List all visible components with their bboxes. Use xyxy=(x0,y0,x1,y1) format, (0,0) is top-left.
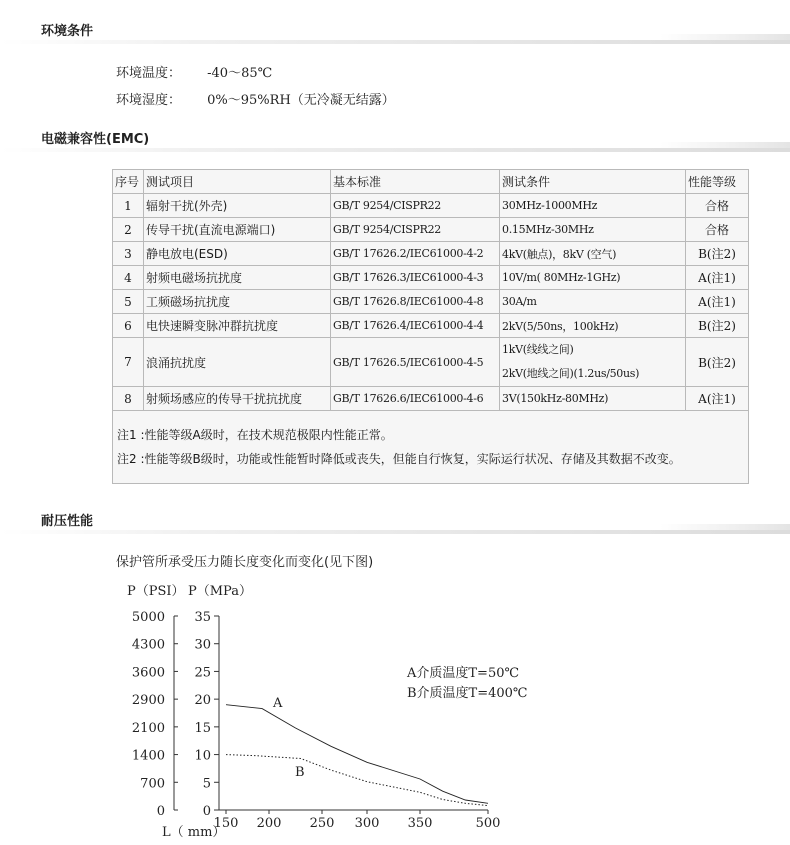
table-row xyxy=(113,314,749,338)
table-notes xyxy=(113,411,749,484)
y-tick-label-mpa: 10 xyxy=(194,748,211,764)
header-condition: 测试条件 xyxy=(500,170,686,194)
cell-condition: 2kV(5/50ns，100kHz) xyxy=(500,314,686,338)
section-title-emc: 电磁兼容性(EMC) xyxy=(41,132,150,147)
cell-grade: 合格 xyxy=(686,194,749,218)
y-axis-label-psi: P（PSI） xyxy=(127,584,185,599)
series-label-b: B xyxy=(295,765,305,780)
env-temperature-row xyxy=(116,62,272,81)
y-tick-label-mpa: 0 xyxy=(202,804,211,819)
cell-condition: 30MHz-1000MHz xyxy=(500,194,686,218)
header-no: 序号 xyxy=(113,170,144,194)
cell-no: 8 xyxy=(113,387,144,411)
table-row xyxy=(113,242,749,266)
env-humidity-row xyxy=(116,89,395,108)
cell-no: 3 xyxy=(113,242,144,266)
cell-condition: 10V/m( 80MHz-1GHz) xyxy=(500,266,686,290)
table-header-row xyxy=(113,170,749,194)
cell-no: 4 xyxy=(113,266,144,290)
header-item: 测试项目 xyxy=(144,170,331,194)
legend-a: A介质温度T=50℃ xyxy=(407,666,520,681)
y-tick-label-mpa: 5 xyxy=(202,776,211,792)
cell-grade: A(注1) xyxy=(686,387,749,411)
y-tick-label-psi: 4300 xyxy=(131,637,165,653)
cell-grade: B(注2) xyxy=(686,338,749,387)
table-row xyxy=(113,387,749,411)
y-tick-label-mpa: 35 xyxy=(194,610,211,625)
cell-item: 电快速瞬变脉冲群抗扰度 xyxy=(144,314,331,338)
section-divider xyxy=(0,40,790,44)
y-tick-label-psi: 0 xyxy=(156,804,165,819)
cell-standard: GB/T 9254/CISPR22 xyxy=(331,194,500,218)
cell-grade: A(注1) xyxy=(686,290,749,314)
cell-condition: 30A/m xyxy=(500,290,686,314)
cell-no: 2 xyxy=(113,218,144,242)
cell-no: 7 xyxy=(113,338,144,387)
note-2: 注2 :性能等级B级时，功能或性能暂时降低或丧失，但能自行恢复，实际运行状况、存储及其数据不改变。 xyxy=(117,452,681,466)
section-title-env: 环境条件 xyxy=(41,24,94,39)
cell-grade: B(注2) xyxy=(686,242,749,266)
env-temperature-value: -40～85℃ xyxy=(207,66,273,81)
x-tick-label: 250 xyxy=(309,816,335,831)
y-tick-label-mpa: 20 xyxy=(194,693,211,709)
cell-standard: GB/T 17626.8/IEC61000-4-8 xyxy=(331,290,500,314)
table-row xyxy=(113,266,749,290)
cell-grade: 合格 xyxy=(686,218,749,242)
cell-item: 辐射干扰(外壳) xyxy=(144,194,331,218)
cell-condition: 3V(150kHz-80MHz) xyxy=(500,387,686,411)
cell-condition xyxy=(500,338,686,387)
cell-no: 5 xyxy=(113,290,144,314)
series-line-a xyxy=(226,705,488,804)
emc-table xyxy=(112,169,749,484)
cell-grade: A(注1) xyxy=(686,266,749,290)
cell-no: 6 xyxy=(113,314,144,338)
y-tick-label-psi: 2100 xyxy=(131,720,165,736)
cell-standard: GB/T 17626.3/IEC61000-4-3 xyxy=(331,266,500,290)
x-tick-label: 500 xyxy=(475,816,501,831)
y-tick-label-mpa: 30 xyxy=(194,637,211,653)
section-divider xyxy=(0,148,790,152)
section-divider-cap xyxy=(660,34,790,40)
pressure-intro: 保护管所承受压力随长度变化而变化(见下图) xyxy=(116,555,374,570)
x-tick-label: 350 xyxy=(407,816,433,831)
header-grade: 性能等级 xyxy=(686,170,749,194)
cell-item: 静电放电(ESD) xyxy=(144,242,331,266)
cell-condition-line1: 1kV(线线之间) xyxy=(502,343,574,356)
y-tick-label-psi: 1400 xyxy=(131,748,165,764)
x-tick-label: 200 xyxy=(256,816,282,831)
y-tick-label-psi: 5000 xyxy=(131,610,165,625)
cell-no: 1 xyxy=(113,194,144,218)
cell-item: 传导干扰(直流电源端口) xyxy=(144,218,331,242)
section-title-pressure: 耐压性能 xyxy=(41,514,94,529)
cell-condition: 4kV(触点)，8kV (空气) xyxy=(500,242,686,266)
y-tick-label-mpa: 25 xyxy=(194,665,211,681)
section-header-emc xyxy=(0,126,790,152)
cell-condition-line2: 2kV(地线之间)(1.2us/50us) xyxy=(502,367,640,380)
table-row xyxy=(113,290,749,314)
section-header-pressure xyxy=(0,508,790,534)
section-divider-cap xyxy=(660,142,790,148)
cell-standard: GB/T 17626.5/IEC61000-4-5 xyxy=(331,338,500,387)
env-temperature-label: 环境温度： xyxy=(116,66,182,81)
legend-b: B介质温度T=400℃ xyxy=(407,686,528,701)
section-header-env xyxy=(0,18,790,44)
note-1: 注1 :性能等级A级时，在技术规范极限内性能正常。 xyxy=(117,428,393,442)
section-divider xyxy=(0,530,790,534)
cell-item: 浪涌抗扰度 xyxy=(144,338,331,387)
y-tick-label-psi: 2900 xyxy=(131,693,165,709)
cell-standard: GB/T 9254/CISPR22 xyxy=(331,218,500,242)
series-line-b xyxy=(226,755,488,806)
y-tick-label-psi: 700 xyxy=(140,776,165,792)
pressure-length-chart xyxy=(0,570,790,845)
table-row xyxy=(113,338,749,387)
env-humidity-label: 环境湿度： xyxy=(116,93,182,108)
table-row xyxy=(113,194,749,218)
header-standard: 基本标准 xyxy=(331,170,500,194)
cell-item: 射频电磁场抗扰度 xyxy=(144,266,331,290)
y-tick-label-psi: 3600 xyxy=(131,665,165,681)
table-notes-row xyxy=(113,411,749,484)
cell-standard: GB/T 17626.6/IEC61000-4-6 xyxy=(331,387,500,411)
cell-item: 工频磁场抗扰度 xyxy=(144,290,331,314)
cell-standard: GB/T 17626.2/IEC61000-4-2 xyxy=(331,242,500,266)
cell-item: 射频场感应的传导干扰抗扰度 xyxy=(144,387,331,411)
cell-standard: GB/T 17626.4/IEC61000-4-4 xyxy=(331,314,500,338)
y-axis-label-mpa: P（MPa） xyxy=(188,584,252,599)
cell-condition: 0.15MHz-30MHz xyxy=(500,218,686,242)
x-axis-label: L（ mm） xyxy=(162,825,226,840)
table-row xyxy=(113,218,749,242)
cell-grade: B(注2) xyxy=(686,314,749,338)
env-humidity-value: 0%～95%RH（无冷凝无结露） xyxy=(207,93,395,108)
y-tick-label-mpa: 15 xyxy=(194,720,211,736)
series-label-a: A xyxy=(273,696,283,711)
x-tick-label: 300 xyxy=(354,816,380,831)
section-divider-cap xyxy=(660,524,790,530)
x-tick-label: 150 xyxy=(213,816,239,831)
